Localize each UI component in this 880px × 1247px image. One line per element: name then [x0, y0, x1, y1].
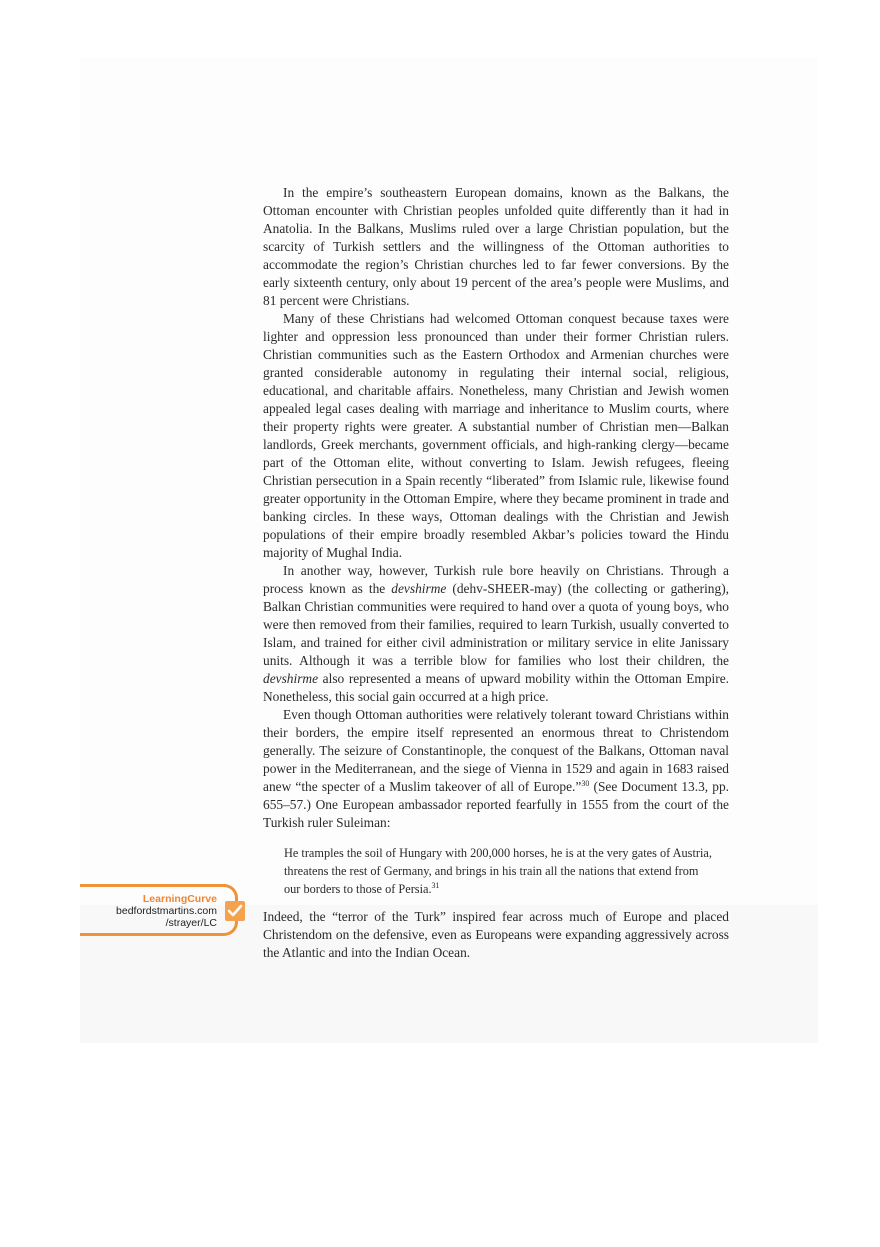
paragraph-christians-welcomed: Many of these Christians had welcomed Ottoman conquest because taxes were lighter and oppression less pronounced than under their former Christian rulers. Christian communities such as the Eastern Orthodox and Armenian churches were granted considerable autonomy in regulating their internal social, religious, educational, and charitable affairs. Nonetheless, many Christian and Jewish women appealed legal cases dealing with marriage and inheritance to Muslim courts, where their property rights were greater. A substantial number of Christian men—Balkan landlords, Greek merchants, government officials, and high-ranking clergy—became part of the Ottoman elite, without converting to Islam. Jewish refugees, fleeing Christian persecution in a Spain recently “liberated” from Islamic rule, likewise found greater opportunity in the Ottoman Empire, where they became prominent in trade and banking circles. In these ways, Ottoman dealings with the Christian and Jewish populations of their empire broadly resembled Akbar’s policies toward the Hindu majority of Mughal India. [263, 311, 729, 560]
learningcurve-url-path[interactable]: /strayer/LC [165, 917, 217, 929]
footnote-marker[interactable]: 30 [581, 779, 590, 788]
paragraph-balkans: In the empire’s southeastern European domains, known as the Balkans, the Ottoman encounter with Christian peoples unfolded quite differently than it had in Anatolia. In the Balkans, Muslims ruled over a large Christian population, but the scarcity of Turkish settlers and the willingness of the Ottoman authorities to accommodate the region’s Christian churches led to far fewer conversions. By the early sixteenth century, only about 19 percent of the area’s people were Muslims, and 81 percent were Christians. [263, 185, 729, 308]
italic-term: devshirme [263, 671, 319, 686]
paragraph-devshirme [263, 562, 729, 706]
learningcurve-text [116, 893, 217, 929]
paragraph-threat-to-christendom [263, 706, 729, 832]
learningcurve-callout[interactable] [80, 884, 238, 936]
learningcurve-url[interactable]: bedfordstmartins.com [116, 905, 217, 917]
paragraph-terror-of-turk: Indeed, the “terror of the Turk” inspired fear across much of Europe and placed Christendom on the defensive, even as Europeans were expanding aggressively across the Atlantic and into the Indian Ocean. [263, 909, 729, 960]
paragraph-text: also represented a means of upward mobility within the Ottoman Empire. Nonetheless, this social gain occurred at a high price. [263, 671, 729, 704]
paragraph-text: (See Document 13.3, pp. 655–57.) One European ambassador reported fearfully in 1555 from the court of the Turkish ruler Suleiman: [263, 779, 729, 830]
paragraph-text: Even though Ottoman authorities were relatively tolerant toward Christians within their borders, the empire itself represented an enormous threat to Christendom generally. The seizure of Constantinople, the conquest of the Balkans, Ottoman naval power in the Mediterranean, and the siege of Vienna in 1529 and again in 1683 raised anew “the specter of a Muslim takeover of all of Europe.” [263, 707, 729, 794]
footnote-marker[interactable]: 31 [431, 881, 440, 890]
paragraph-text: (dehv-SHEER-may) (the collecting or gathering), Balkan Christian communities were required to hand over a quota of young boys, who were then removed from their families, required to learn Turkish, usually converted to Islam, and trained for either civil administration or military service in elite Janissary units. Although it was a terrible blow for families who lost their children, the [263, 581, 729, 668]
learningcurve-title: LearningCurve [142, 893, 217, 905]
body-text [263, 184, 729, 962]
paragraph-text: In another way, however, Turkish rule bore heavily on Christians. Through a process known as the [263, 563, 729, 596]
checkmark-icon [225, 901, 245, 921]
italic-term: devshirme [391, 581, 447, 596]
quote-text: He tramples the soil of Hungary with 200,000 horses, he is at the very gates of Austria, threatens the rest of Germany, and brings in his train all the nations that extend from our borders to those of Persia. [284, 846, 712, 896]
block-quote [284, 844, 713, 898]
